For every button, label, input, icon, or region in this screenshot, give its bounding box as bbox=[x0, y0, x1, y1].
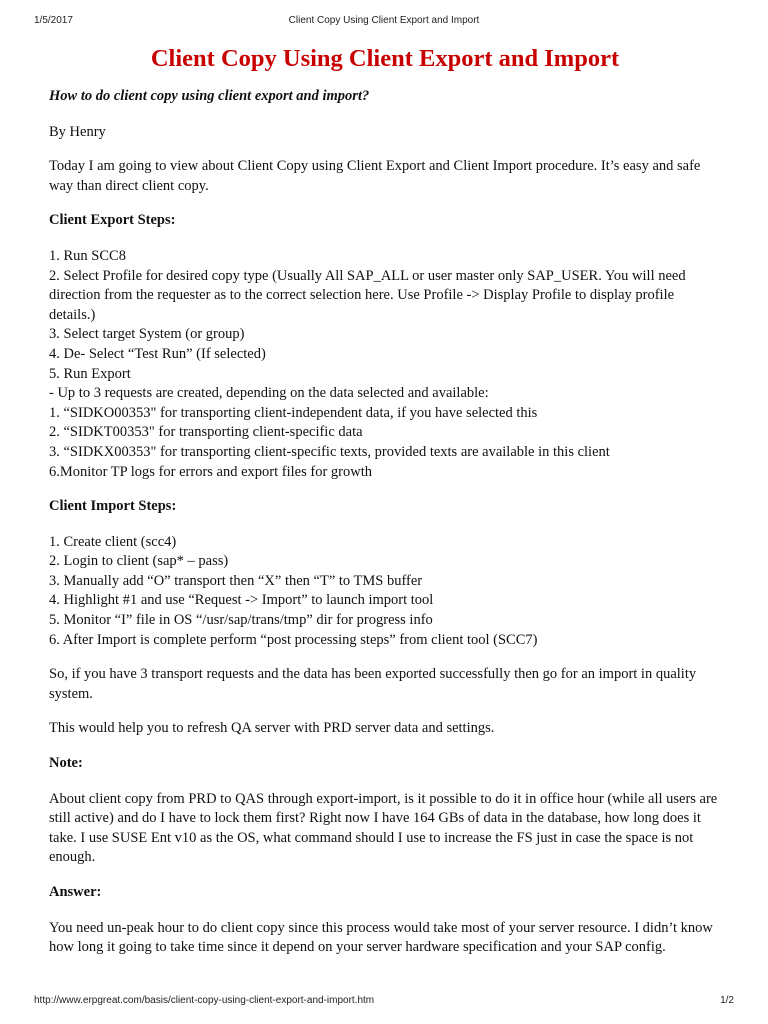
export-step: 2. “SIDKT00353" for transporting client-specific data bbox=[49, 424, 363, 441]
import-step: 4. Highlight #1 and use “Request -> Import” to launch import tool bbox=[49, 592, 434, 609]
export-steps-list bbox=[49, 247, 721, 482]
import-step: 1. Create client (scc4) bbox=[49, 533, 177, 550]
export-step: 1. “SIDKO00353" for transporting client-independent data, if you have selected this bbox=[49, 404, 538, 421]
source-url-link[interactable]: http://www.erpgreat.com/basis/client-copy-using-client-export-and-import.htm bbox=[34, 995, 375, 1006]
import-step: 5. Monitor “I” file in OS “/usr/sap/trans/tmp” dir for progress info bbox=[49, 612, 433, 629]
print-header bbox=[34, 15, 734, 29]
refresh-paragraph: This would help you to refresh QA server with PRD server data and settings. bbox=[49, 720, 495, 737]
note-heading: Note: bbox=[49, 755, 83, 772]
export-step: 3. Select target System (or group) bbox=[49, 326, 245, 343]
article-author: By Henry bbox=[49, 123, 106, 140]
note-paragraph: About client copy from PRD to QAS through export-import, is it possible to do it in office hour (while all users are still active) and do I have to lock them first? Right now I have 164 GBs of data in the database, how long does it take. I use SUSE Ent v10 as the OS, what command should I use to increase the FS just in case the space is not enough. bbox=[49, 790, 718, 866]
print-footer bbox=[34, 995, 734, 1009]
export-step: 4. De- Select “Test Run” (If selected) bbox=[49, 345, 266, 362]
export-step: 1. Run SCC8 bbox=[49, 247, 126, 264]
article-title: Client Copy Using Client Export and Import bbox=[150, 45, 620, 72]
import-steps-list bbox=[49, 533, 721, 651]
intro-paragraph: Today I am going to view about Client Copy using Client Export and Client Import procedure. It’s easy and safe way than direct client copy. bbox=[49, 158, 701, 194]
export-steps-heading: Client Export Steps: bbox=[49, 212, 176, 229]
print-page-title: Client Copy Using Client Export and Import bbox=[288, 15, 480, 26]
import-step: 6. After Import is complete perform “post processing steps” from client tool (SCC7) bbox=[49, 631, 538, 648]
import-step: 3. Manually add “O” transport then “X” then “T” to TMS buffer bbox=[49, 572, 423, 589]
import-steps-heading: Client Import Steps: bbox=[49, 498, 177, 515]
article-subtitle: How to do client copy using client export and import? bbox=[49, 88, 370, 104]
article bbox=[49, 43, 721, 973]
export-step: 3. “SIDKX00353" for transporting client-specific texts, provided texts are available in this client bbox=[49, 443, 610, 460]
import-step: 2. Login to client (sap* – pass) bbox=[49, 553, 229, 570]
export-step: 5. Run Export bbox=[49, 365, 131, 382]
page-number: 1/2 bbox=[720, 995, 734, 1006]
export-step: - Up to 3 requests are created, depending on the data selected and available: bbox=[49, 385, 489, 402]
answer-paragraph: You need un-peak hour to do client copy since this process would take most of your server resource. I didn’t know how long it going to take time since it depend on your server hardware specification and your SAP config. bbox=[49, 919, 713, 956]
export-step: 6.Monitor TP logs for errors and export files for growth bbox=[49, 463, 372, 480]
answer-heading: Answer: bbox=[49, 884, 102, 900]
export-step: 2. Select Profile for desired copy type (Usually All SAP_ALL or user master only SAP_USER. You will need direction from the requester as to the correct selection here. Use Profile -> Display Profile to display profile details.) bbox=[49, 267, 686, 323]
summary-paragraph: So, if you have 3 transport requests and the data has been exported successfully then go for an import in quality system. bbox=[49, 666, 697, 702]
print-date: 1/5/2017 bbox=[34, 15, 73, 26]
